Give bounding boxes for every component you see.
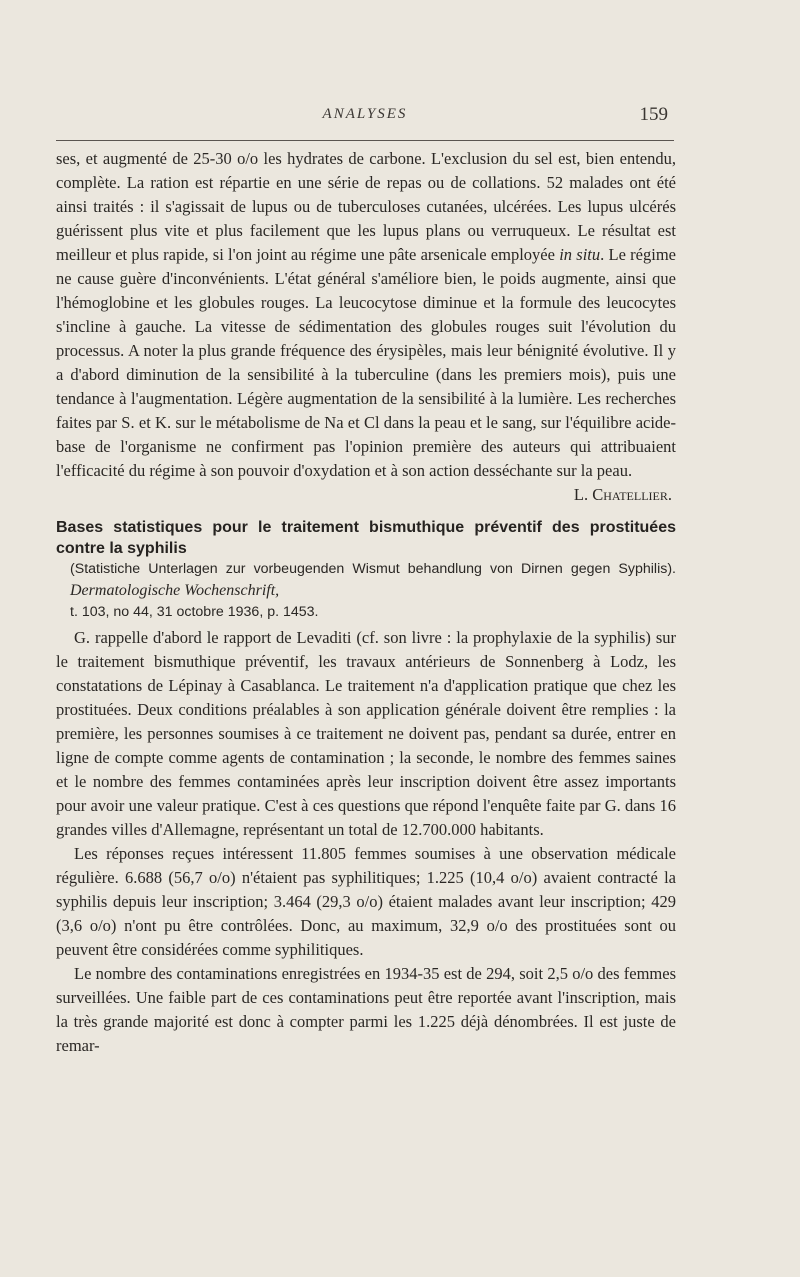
page-number: 159 bbox=[639, 104, 668, 125]
citation-journal: Dermatologische Wochenschrift, bbox=[70, 582, 280, 599]
article1-text-a: ses, et augmenté de 25-30 o/o les hydrates de carbone. L'exclusion du sel est, bien entendu, complète. La ration est répartie en une série de repas ou de collations. 52 malades ont été ainsi traités : il s'agissait de lupus ou de tuberculoses cutanées, ulcérées. Les lupus ulcérés guérissent plus vite et plus facilement que les lupus plans ou verruqueux. Le résultat est meilleur et plus rapide, si l'on joint au régime une pâte arsenicale employée bbox=[56, 149, 676, 264]
article2-paragraph-3: Le nombre des contaminations enregistrées en 1934-35 est de 294, soit 2,5 o/o des femmes surveillées. Une faible part de ces contaminations peut être reportée avant l'inscription, mais la très grande majorité est donc à compter parmi les 1.225 déjà dénombrées. Il est juste de remar- bbox=[56, 964, 676, 1055]
body-text bbox=[56, 147, 676, 1058]
running-title: ANALYSES bbox=[322, 106, 408, 122]
article2-reference bbox=[56, 517, 676, 623]
article1-paragraph bbox=[56, 147, 676, 483]
article1-signature: L. Chatellier. bbox=[573, 485, 672, 504]
article2-title: Bases statistiques pour le traitement bismuthique préventif des prostituées contre la syphilis bbox=[56, 519, 676, 557]
citation-volume: t. 103, no 44, 31 octobre 1936, p. 1453. bbox=[70, 604, 319, 620]
article1-text-b: . Le régime ne cause guère d'inconvénients. L'état général s'améliore bien, le poids augmente, ainsi que l'hémoglobine et les globules rouges. La leucocytose diminue et la formule des leucocytes s'incline à gauche. La vitesse de sédimentation des globules rouges suit l'évolution du processus. A noter la plus grande fréquence des érysipèles, mais leur bénignité évolutive. Il y a d'abord diminution de la sensibilité à la tuberculine (dans les premiers mois), puis une tendance à l'augmentation. Légère augmentation de la sensibilité à la lumière. Les recherches faites par S. et K. sur le métabolisme de Na et Cl dans la peau et le sang, sur l'équilibre acide-base de l'organisme ne confirment pas l'opinion première des auteurs qui attribuaient l'efficacité du régime à son pouvoir d'oxydation et à son action desséchante sur la peau. bbox=[56, 245, 676, 480]
article2-paragraph-2: Les réponses reçues intéressent 11.805 femmes soumises à une observation médicale régulière. 6.688 (56,7 o/o) n'étaient pas syphilitiques; 1.225 (10,4 o/o) avaient contracté la syphilis depuis leur inscription; 3.464 (29,3 o/o) étaient malades avant leur inscription; 429 (3,6 o/o) n'ont pu être contrôlées. Donc, au maximum, 32,9 o/o des prostituées sont ou peuvent être considérées comme syphilitiques. bbox=[56, 844, 676, 959]
running-header bbox=[56, 100, 674, 141]
article2-paragraph-1: G. rappelle d'abord le rapport de Levaditi (cf. son livre : la prophylaxie de la syphilis) sur le traitement bismuthique préventif, les travaux antérieurs de Sonnenberg à Lodz, les constatations de Lépinay à Casablanca. Le traitement n'a d'application pratique que chez les prostituées. Deux conditions préalables à son application générale doivent être remplies : la première, les personnes soumises à ce traitement ne doivent pas, pendant sa durée, entrer en ligne de compte comme agents de contamination ; la seconde, le nombre des femmes saines et le nombre des femmes contaminées après leur inscription doivent être assez importants pour avoir une valeur pratique. C'est à ces questions que répond l'enquête faite par G. dans 16 grandes villes d'Allemagne, représentant un total de 12.700.000 habitants. bbox=[56, 628, 676, 839]
citation-original-title: (Statistiche Unterlagen zur vorbeugenden Wismut behandlung von Dirnen gegen Syphilis). bbox=[70, 561, 676, 577]
article2-citation bbox=[56, 559, 676, 623]
article1-italic: in situ bbox=[559, 245, 601, 264]
